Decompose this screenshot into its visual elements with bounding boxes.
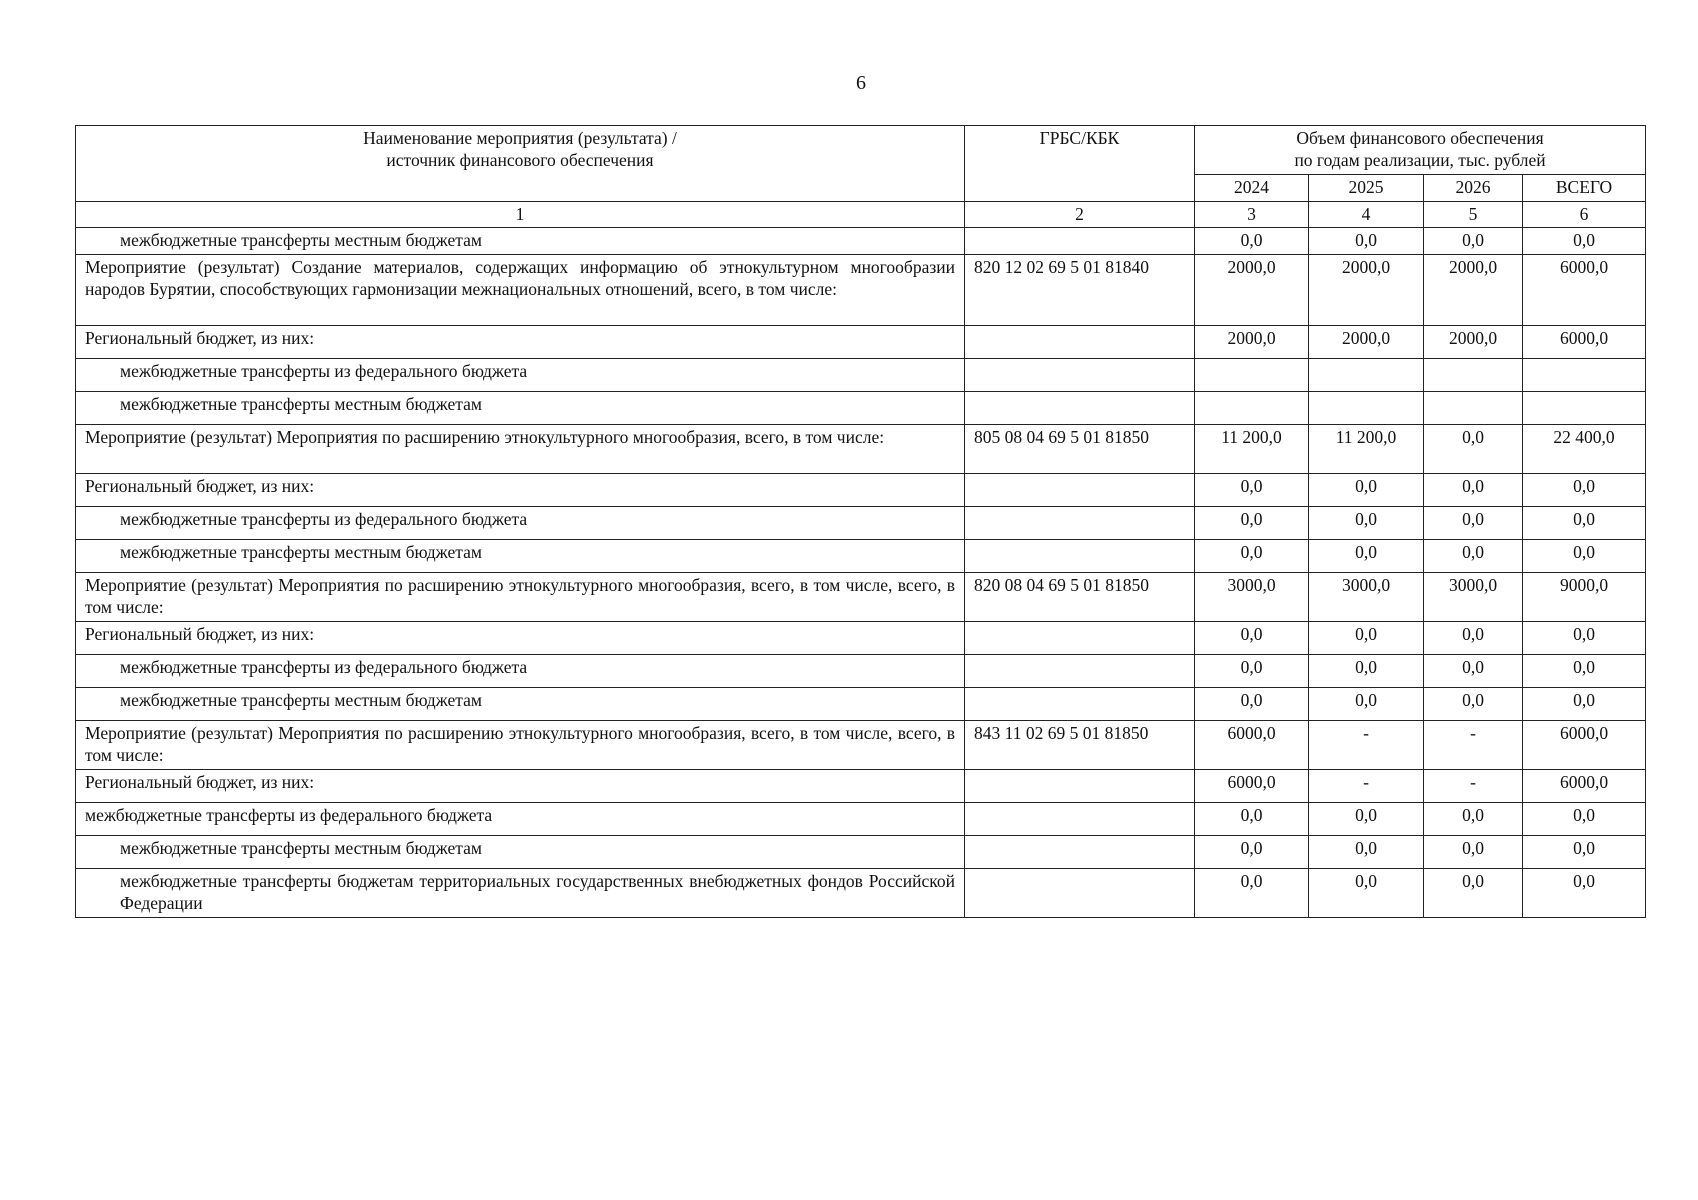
row-value-2025 <box>1309 359 1424 392</box>
row-code <box>965 655 1195 688</box>
row-value-2024 <box>1195 359 1309 392</box>
row-value-2024: 6000,0 <box>1195 721 1309 770</box>
row-code: 820 12 02 69 5 01 81840 <box>965 255 1195 326</box>
row-code: 843 11 02 69 5 01 81850 <box>965 721 1195 770</box>
header-year-2026: 2026 <box>1424 175 1523 202</box>
row-value-2025: - <box>1309 770 1424 803</box>
row-name: Региональный бюджет, из них: <box>76 326 965 359</box>
row-value-2026: 0,0 <box>1424 540 1523 573</box>
row-value-total: 0,0 <box>1523 622 1646 655</box>
row-name: Мероприятие (результат) Создание материалов, содержащих информацию об этнокультурном многообразии народов Бурятии, способствующих гармонизации межнациональных отношений, всего, в том числе: <box>76 255 965 326</box>
row-value-total: 0,0 <box>1523 803 1646 836</box>
row-value-2024: 0,0 <box>1195 836 1309 869</box>
row-value-total: 6000,0 <box>1523 770 1646 803</box>
row-code <box>965 474 1195 507</box>
header-name <box>76 126 965 202</box>
row-code <box>965 507 1195 540</box>
table-row <box>76 721 1646 770</box>
row-value-2026: 0,0 <box>1424 228 1523 255</box>
row-name: межбюджетные трансферты из федерального бюджета <box>76 507 965 540</box>
header-total: ВСЕГО <box>1523 175 1646 202</box>
table-row <box>76 474 1646 507</box>
row-value-2024 <box>1195 392 1309 425</box>
table-row <box>76 803 1646 836</box>
row-value-2025: 11 200,0 <box>1309 425 1424 474</box>
column-number: 6 <box>1523 202 1646 228</box>
row-value-2025: 2000,0 <box>1309 326 1424 359</box>
header-funding-line-2: по годам реализации, тыс. рублей <box>1294 150 1546 170</box>
row-value-2024: 6000,0 <box>1195 770 1309 803</box>
table-row <box>76 359 1646 392</box>
column-number: 5 <box>1424 202 1523 228</box>
row-code <box>965 228 1195 255</box>
row-value-2026: 0,0 <box>1424 836 1523 869</box>
row-value-2026: 0,0 <box>1424 688 1523 721</box>
row-value-2024: 0,0 <box>1195 622 1309 655</box>
row-code <box>965 392 1195 425</box>
table-row <box>76 425 1646 474</box>
row-code: 805 08 04 69 5 01 81850 <box>965 425 1195 474</box>
row-value-2025: 0,0 <box>1309 869 1424 918</box>
header-funding-line-1: Объем финансового обеспечения <box>1296 128 1544 148</box>
row-value-2025: 2000,0 <box>1309 255 1424 326</box>
row-code <box>965 869 1195 918</box>
row-name: межбюджетные трансферты местным бюджетам <box>76 836 965 869</box>
table-row <box>76 688 1646 721</box>
table-row <box>76 622 1646 655</box>
row-value-2024: 0,0 <box>1195 655 1309 688</box>
row-code <box>965 540 1195 573</box>
row-value-2026: - <box>1424 721 1523 770</box>
row-code <box>965 326 1195 359</box>
header-code: ГРБС/КБК <box>965 126 1195 202</box>
page-number: 6 <box>856 72 866 94</box>
row-value-2024: 3000,0 <box>1195 573 1309 622</box>
row-value-total: 22 400,0 <box>1523 425 1646 474</box>
row-name: межбюджетные трансферты местным бюджетам <box>76 228 965 255</box>
row-value-2026 <box>1424 392 1523 425</box>
row-value-total: 0,0 <box>1523 540 1646 573</box>
row-code <box>965 770 1195 803</box>
row-code <box>965 688 1195 721</box>
row-value-total <box>1523 392 1646 425</box>
header-year-2024: 2024 <box>1195 175 1309 202</box>
header-name-line-1: Наименование мероприятия (результата) / <box>363 128 677 148</box>
row-value-2025: 0,0 <box>1309 622 1424 655</box>
table-row <box>76 770 1646 803</box>
table-row <box>76 869 1646 918</box>
row-value-2026: 0,0 <box>1424 507 1523 540</box>
column-number: 3 <box>1195 202 1309 228</box>
row-name: межбюджетные трансферты местным бюджетам <box>76 392 965 425</box>
column-number: 4 <box>1309 202 1424 228</box>
header-name-line-2: источник финансового обеспечения <box>386 150 654 170</box>
row-value-2024: 0,0 <box>1195 688 1309 721</box>
row-value-total: 0,0 <box>1523 228 1646 255</box>
column-number-row <box>76 202 1646 228</box>
row-name: Региональный бюджет, из них: <box>76 770 965 803</box>
row-value-2025: - <box>1309 721 1424 770</box>
row-name: Мероприятие (результат) Мероприятия по расширению этнокультурного многообразия, всего, в том числе: <box>76 425 965 474</box>
row-value-2024: 2000,0 <box>1195 255 1309 326</box>
row-value-total: 6000,0 <box>1523 255 1646 326</box>
row-value-total: 0,0 <box>1523 869 1646 918</box>
table-row <box>76 573 1646 622</box>
row-value-2026: 0,0 <box>1424 474 1523 507</box>
row-value-2025: 3000,0 <box>1309 573 1424 622</box>
row-value-total: 0,0 <box>1523 507 1646 540</box>
row-name: Мероприятие (результат) Мероприятия по расширению этнокультурного многообразия, всего, в том числе, всего, в том числе: <box>76 721 965 770</box>
row-code: 820 08 04 69 5 01 81850 <box>965 573 1195 622</box>
row-name: Региональный бюджет, из них: <box>76 474 965 507</box>
table-row <box>76 655 1646 688</box>
row-value-2025: 0,0 <box>1309 655 1424 688</box>
row-value-2026 <box>1424 359 1523 392</box>
row-value-2024: 2000,0 <box>1195 326 1309 359</box>
row-value-2025: 0,0 <box>1309 228 1424 255</box>
row-value-2024: 0,0 <box>1195 803 1309 836</box>
row-value-2024: 11 200,0 <box>1195 425 1309 474</box>
row-value-total: 0,0 <box>1523 655 1646 688</box>
row-value-2025 <box>1309 392 1424 425</box>
row-value-2026: 0,0 <box>1424 655 1523 688</box>
row-value-2026: 0,0 <box>1424 803 1523 836</box>
row-code <box>965 803 1195 836</box>
row-name: межбюджетные трансферты из федерального бюджета <box>76 359 965 392</box>
row-value-total: 6000,0 <box>1523 326 1646 359</box>
row-name: Региональный бюджет, из них: <box>76 622 965 655</box>
row-value-2026: 0,0 <box>1424 622 1523 655</box>
row-name: межбюджетные трансферты из федерального бюджета <box>76 803 965 836</box>
table-row <box>76 540 1646 573</box>
row-value-2026: 0,0 <box>1424 869 1523 918</box>
row-value-2024: 0,0 <box>1195 228 1309 255</box>
table-row <box>76 326 1646 359</box>
row-value-2024: 0,0 <box>1195 540 1309 573</box>
table-row <box>76 507 1646 540</box>
row-value-total <box>1523 359 1646 392</box>
table-row <box>76 836 1646 869</box>
row-name: межбюджетные трансферты бюджетам территориальных государственных внебюджетных фондов Российской Федерации <box>76 869 965 918</box>
row-value-2026: 3000,0 <box>1424 573 1523 622</box>
table-row <box>76 392 1646 425</box>
row-value-total: 0,0 <box>1523 688 1646 721</box>
row-value-total: 0,0 <box>1523 836 1646 869</box>
row-value-2026: 2000,0 <box>1424 255 1523 326</box>
row-name: межбюджетные трансферты местным бюджетам <box>76 688 965 721</box>
row-value-2025: 0,0 <box>1309 803 1424 836</box>
header-year-2025: 2025 <box>1309 175 1424 202</box>
row-value-2026: 0,0 <box>1424 425 1523 474</box>
row-value-2025: 0,0 <box>1309 507 1424 540</box>
column-number: 2 <box>965 202 1195 228</box>
financing-table <box>75 125 1646 918</box>
row-value-2024: 0,0 <box>1195 507 1309 540</box>
row-name: межбюджетные трансферты из федерального бюджета <box>76 655 965 688</box>
row-value-total: 6000,0 <box>1523 721 1646 770</box>
header-funding-group <box>1195 126 1646 175</box>
column-number: 1 <box>76 202 965 228</box>
row-value-total: 0,0 <box>1523 474 1646 507</box>
row-code <box>965 836 1195 869</box>
row-value-2025: 0,0 <box>1309 688 1424 721</box>
row-code <box>965 622 1195 655</box>
row-value-2025: 0,0 <box>1309 474 1424 507</box>
row-code <box>965 359 1195 392</box>
row-value-2026: 2000,0 <box>1424 326 1523 359</box>
row-value-2025: 0,0 <box>1309 836 1424 869</box>
row-value-2024: 0,0 <box>1195 474 1309 507</box>
row-value-total: 9000,0 <box>1523 573 1646 622</box>
row-value-2026: - <box>1424 770 1523 803</box>
row-name: Мероприятие (результат) Мероприятия по расширению этнокультурного многообразия, всего, в том числе, всего, в том числе: <box>76 573 965 622</box>
row-name: межбюджетные трансферты местным бюджетам <box>76 540 965 573</box>
table-row <box>76 255 1646 326</box>
row-value-2025: 0,0 <box>1309 540 1424 573</box>
row-value-2024: 0,0 <box>1195 869 1309 918</box>
table-row <box>76 228 1646 255</box>
